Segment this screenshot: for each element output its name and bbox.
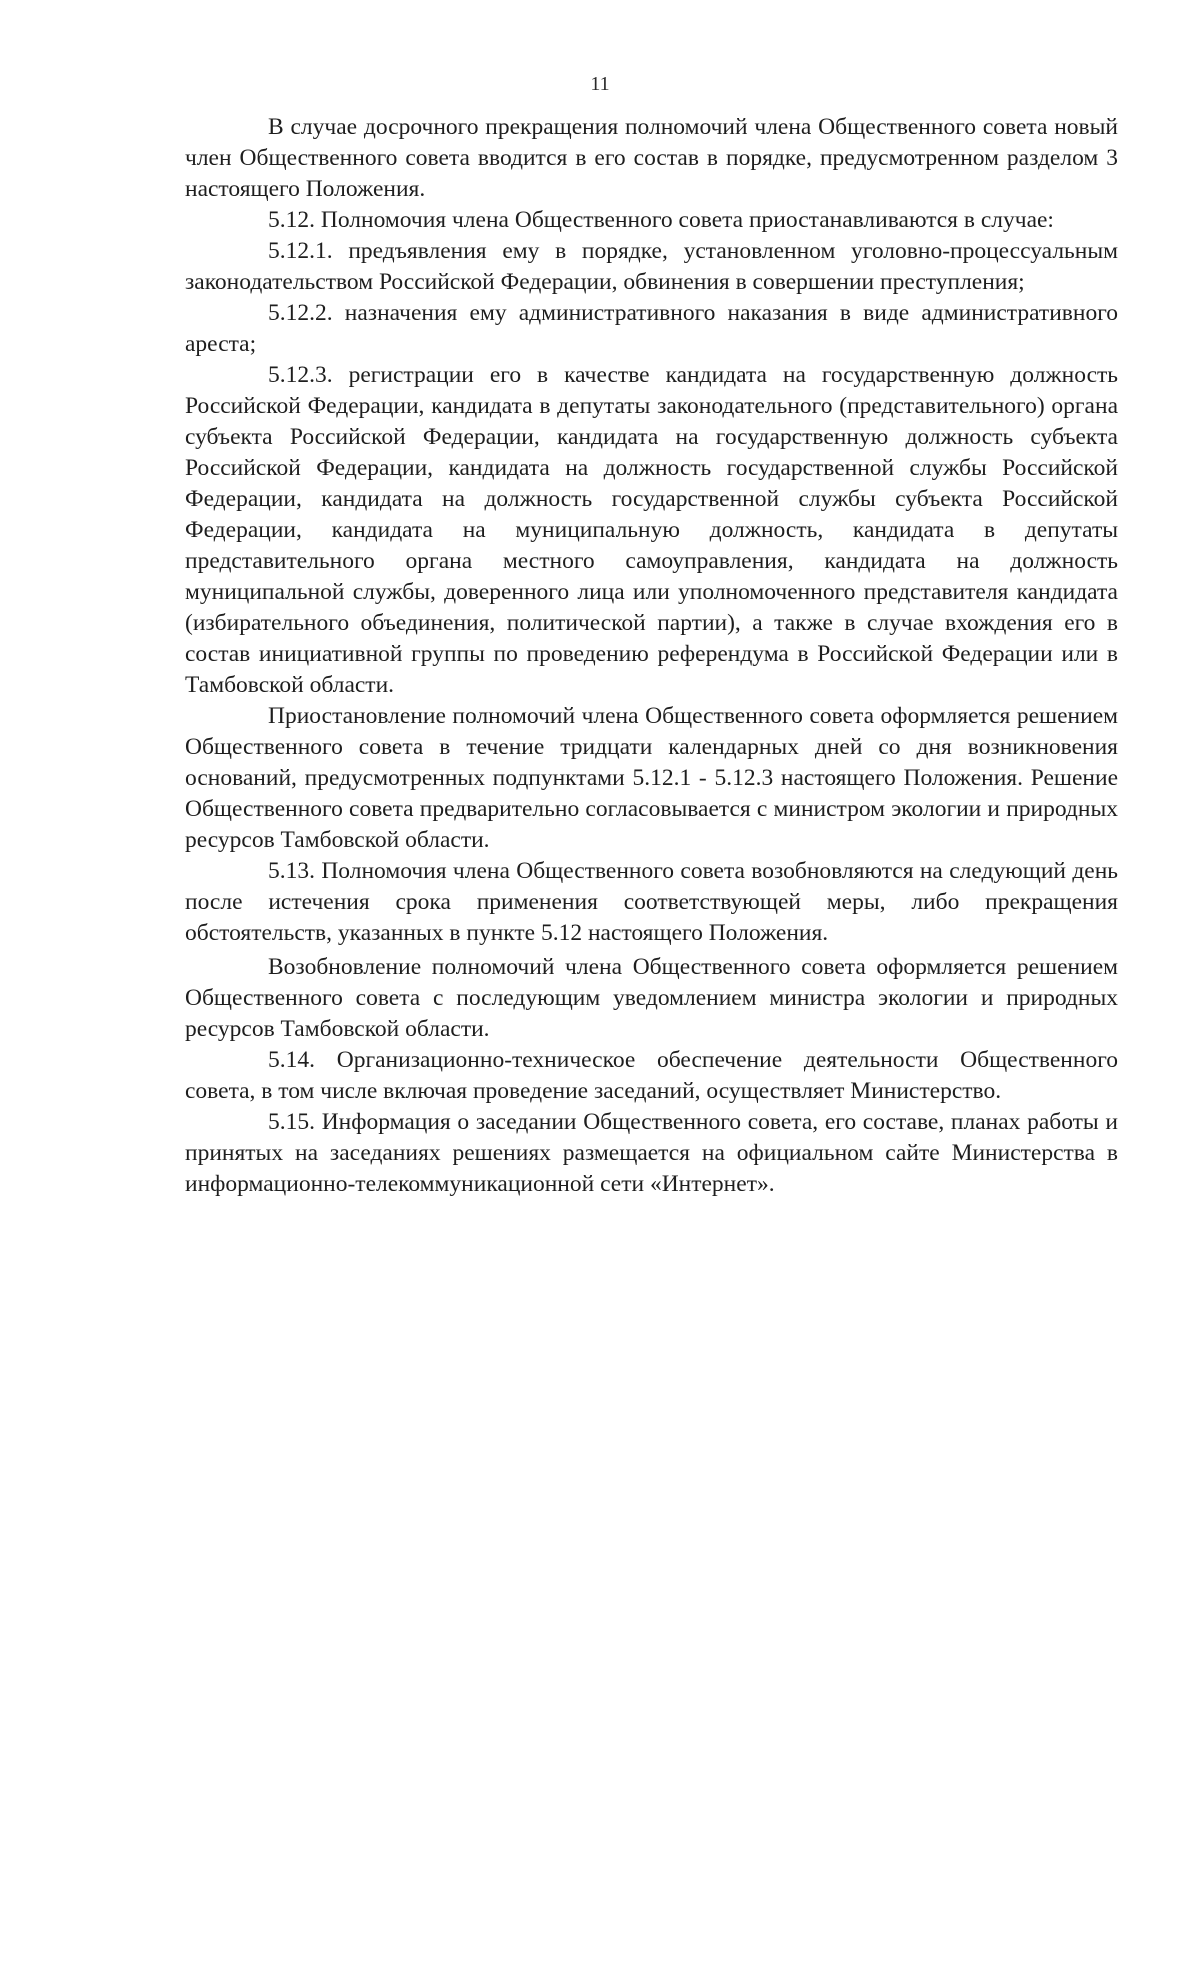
- paragraph-5-12: 5.12. Полномочия члена Общественного совета приостанавливаются в случае:: [268, 207, 1054, 233]
- paragraph-5-13: 5.13. Полномочия члена Общественного совета возобновляются на следующий день после истечения срока применения соответствующей меры, либо прекращения обстоятельств, указанных в пункте 5.12 настоящего Положения.: [185, 858, 1118, 946]
- paragraph-renewal: Возобновление полномочий члена Общественного совета оформляется решением Общественного совета с последующим уведомлением министра экологии и природных ресурсов Тамбовской области.: [185, 954, 1118, 1042]
- paragraph-suspension: Приостановление полномочий члена Общественного совета оформляется решением Общественного совета в течение тридцати календарных дней со дня возникновения оснований, предусмотренных подпунктами 5.12.1 - 5.12.3 настоящего Положения. Решение Общественного совета предварительно согласовывается с министром экологии и природных ресурсов Тамбовской области.: [185, 703, 1118, 853]
- paragraph-5-15: 5.15. Информация о заседании Общественного совета, его составе, планах работы и принятых на заседаниях решениях размещается на официальном сайте Министерства в информационно-телекоммуникационной сети «Интернет».: [185, 1109, 1118, 1197]
- paragraph-5-14: 5.14. Организационно-техническое обеспечение деятельности Общественного совета, в том числе включая проведение заседаний, осуществляет Министерство.: [185, 1047, 1118, 1104]
- paragraph-5-12-3: 5.12.3. регистрации его в качестве кандидата на государственную должность Российской Федерации, кандидата в депутаты законодательного (представительного) органа субъекта Российской Федерации, кандидата на государственную должность субъекта Российской Федерации, кандидата на должность государственной службы Российской Федерации, кандидата на должность государственной службы субъекта Российской Федерации, кандидата на муниципальную должность, кандидата в депутаты представительного органа местного самоуправления, кандидата на должность муниципальной службы, доверенного лица или уполномоченного представителя кандидата (избирательного объединения, политической партии), а также в случае вхождения его в состав инициативной группы по проведению референдума в Российской Федерации или в Тамбовской области.: [185, 362, 1118, 698]
- paragraph-early-termination: В случае досрочного прекращения полномочий члена Общественного совета новый член Общественного совета вводится в его состав в порядке, предусмотренном разделом 3 настоящего Положения.: [185, 114, 1118, 202]
- page-number: 11: [590, 73, 610, 95]
- paragraph-5-12-1: 5.12.1. предъявления ему в порядке, установленном уголовно-процессуальным законодательством Российской Федерации, обвинения в совершении преступления;: [185, 238, 1118, 295]
- paragraph-5-12-2: 5.12.2. назначения ему административного наказания в виде административного ареста;: [185, 300, 1118, 357]
- document-body: [185, 112, 1118, 1200]
